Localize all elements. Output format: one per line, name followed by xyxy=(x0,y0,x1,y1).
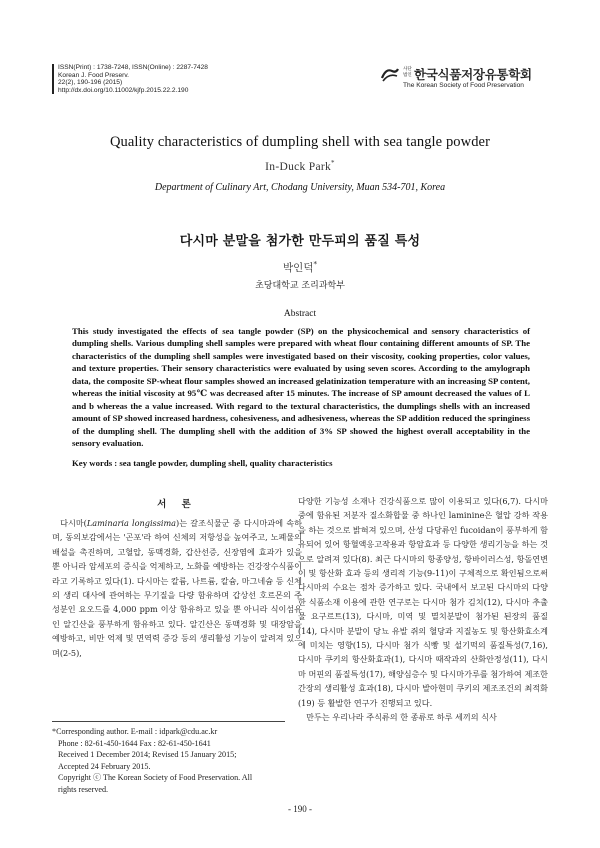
paper-title-en: Quality characteristics of dumpling shell with sea tangle powder xyxy=(109,134,491,150)
abstract-body: This study investigated the effects of sea tangle powder (SP) on the physicochemical and sensory characteristics of dumpling shells. Various dumpling shell samples were prepared with wheat flour containing different amounts of SP. The characteristics of the dumpling shell samples were investigated based on their viscosity, cooking properties, color values, and texture properties. Their sensory characteristics were evaluated by using seven scores. According to the amylograph data, the composite SP-wheat flour samples showed an increased gelatinization temperature with an increasing SP content, whereas the initial viscosity at 95℃ was decreased after 15 minutes. The increase of SP amount decreased the values of L and b whereas the a value increased. With regard to the textural characteristics, the dumplings shells with an increased amount of SP showed increased hardness, cohesiveness, and adhesiveness, whereas the SP addition reduced the springiness of the dumpling shell. The dumpling shell with the addition of 3% SP showed the highest overall acceptability in the sensory evaluation. xyxy=(72,326,530,449)
intro-column-left xyxy=(52,516,302,660)
accepted-date: Accepted 24 February 2015. xyxy=(58,761,151,771)
intro-text-start: 다시마( xyxy=(60,518,87,528)
corresponding-mark-ko: * xyxy=(313,260,317,269)
society-name-ko: 한국식품저장유통학회 xyxy=(414,67,532,82)
footnote xyxy=(52,726,292,796)
page-number: - 190 - xyxy=(288,804,312,814)
section-heading-intro: 서 론 xyxy=(157,499,197,510)
journal-name-line: Korean J. Food Preserv. xyxy=(58,71,129,79)
corresponding-mark: * xyxy=(331,159,335,167)
doi-link[interactable]: http://dx.doi.org/10.11002/kjfp.2015.22.2.190 xyxy=(58,86,189,94)
received-dates: Received 1 December 2014; Revised 15 January 2015; xyxy=(58,750,237,760)
abstract-heading: Abstract xyxy=(283,309,317,319)
journal-header xyxy=(52,64,308,94)
affiliation-ko: 초당대학교 조리과학부 xyxy=(255,281,345,291)
copyright-line: Copyright ⓒ The Korean Society of Food Preservation. All xyxy=(58,773,253,783)
intro-text-rest: )는 갈조식물군 중 다시마과에 속하며, 동의보감에서는 '곤포'라 하여 신체의 저항성을 높여주고, 노폐물의 배설을 촉진하며, 고혈압, 동맥경화, 갑산선증, 신장염에 효과가 있을 뿐 아니라 암세포의 증식을 억제하고, 노화를 예방하는 건강장수식품이라고 기록하고 있다(1). 다시마는 칼륨, 나트륨, 칼슘, 마그네슘 등 신체의 생리 대사에 관여하는 무기질을 다량 함유하며 갑상선 호르몬의 주성분인 요오드를 4,000 ppm 이상 함유하고 있을 뿐 아니라 식이섬유인 알긴산을 풍부하게 함유하고 있다. 알긴산은 동맥경화 및 대장암을 예방하고, 비만 억제 및 면역력 증강 등의 생리활성 기능이 알려져 있으며(2-5), xyxy=(52,518,302,658)
intro-paragraph-2 xyxy=(298,710,548,724)
intro-paragraph-cont: 다양한 기능성 소재나 건강식품으로 많이 이용되고 있다(6,7). 다시마 중에 함유된 저분자 질소화합물 중 하나인 laminine은 혈압 강하 작용을 하는 것으로 밝혀져 있으며, 산성 다당류인 fucoidan이 풍부하게 함유되어 있어 항혈액응고작용과 항암효과 등 다양한 생리기능을 하는 것으로 알려져 있다(8). 최근 다시마의 항종양성, 항바이러스성, 항돌연변이 및 항산화 효과 등의 생리적 기능(9-11)이 구체적으로 확인됨으로써 다시마의 수요는 점차 증가하고 있다. 국내에서 보고된 다시마의 다양한 식품소재 이용에 관한 연구로는 다시마 첨가 김치(12), 다시마 추출물 요구르트(13), 다시마, 미역 및 멸치분말이 첨가된 된장의 품질(14), 다시마 분말이 당뇨 유발 쥐의 혈당과 지질농도 및 항산화효소계에 미치는 영향(15), 다시마 첨가 식빵 및 설기떡의 품질특성(7,16), 다시마 쿠키의 항산화효과(1), 다시마 때작과의 산화안정성(11), 다시마 머핀의 품질특성(17), 해양심층수 및 다시마가루를 첨가하여 제조한 간장의 생리활성 효과(18), 다시마 발아현미 쿠키의 제조조건의 최적화(19) 등 활발한 연구가 진행되고 있다. xyxy=(298,496,548,708)
intro-paragraph-2-text: 만두는 우리나라 주식류의 한 종류로 하루 세끼의 식사 xyxy=(306,712,497,723)
footnote-divider xyxy=(52,721,285,722)
society-logo xyxy=(380,64,560,94)
volume-line: 22(2), 190-196 (2015) xyxy=(58,79,123,87)
affiliation-en: Department of Culinary Art, Chodang University, Muan 534-701, Korea xyxy=(154,182,446,193)
society-name-en: The Korean Society of Food Preservation xyxy=(403,82,524,89)
species-name: Laminaria longissima xyxy=(86,518,177,528)
society-emblem-icon xyxy=(380,66,400,82)
author-name-en: In-Duck Park xyxy=(265,160,332,173)
intro-paragraph xyxy=(52,516,302,660)
paper-title-ko: 다시마 분말을 첨가한 만두피의 품질 특성 xyxy=(179,234,421,249)
issn-line: ISSN(Print) : 1738-7248, ISSN(Online) : 2287-7428 xyxy=(58,64,208,71)
author-ko xyxy=(40,260,560,275)
corresponding-author: *Corresponding author. E-mail : idpark@cdu.ac.kr xyxy=(52,727,218,736)
contact-phone-fax: Phone : 82-61-450-1644 Fax : 82-61-450-1641 xyxy=(58,738,211,748)
author-en xyxy=(40,159,560,173)
society-small-label: 사단법인 xyxy=(403,67,412,78)
keywords: Key words : sea tangle powder, dumpling shell, quality characteristics xyxy=(72,458,333,468)
intro-column-right xyxy=(298,494,548,725)
author-name-ko: 박인덕 xyxy=(283,262,314,274)
copyright-line-2: rights reserved. xyxy=(58,784,109,794)
